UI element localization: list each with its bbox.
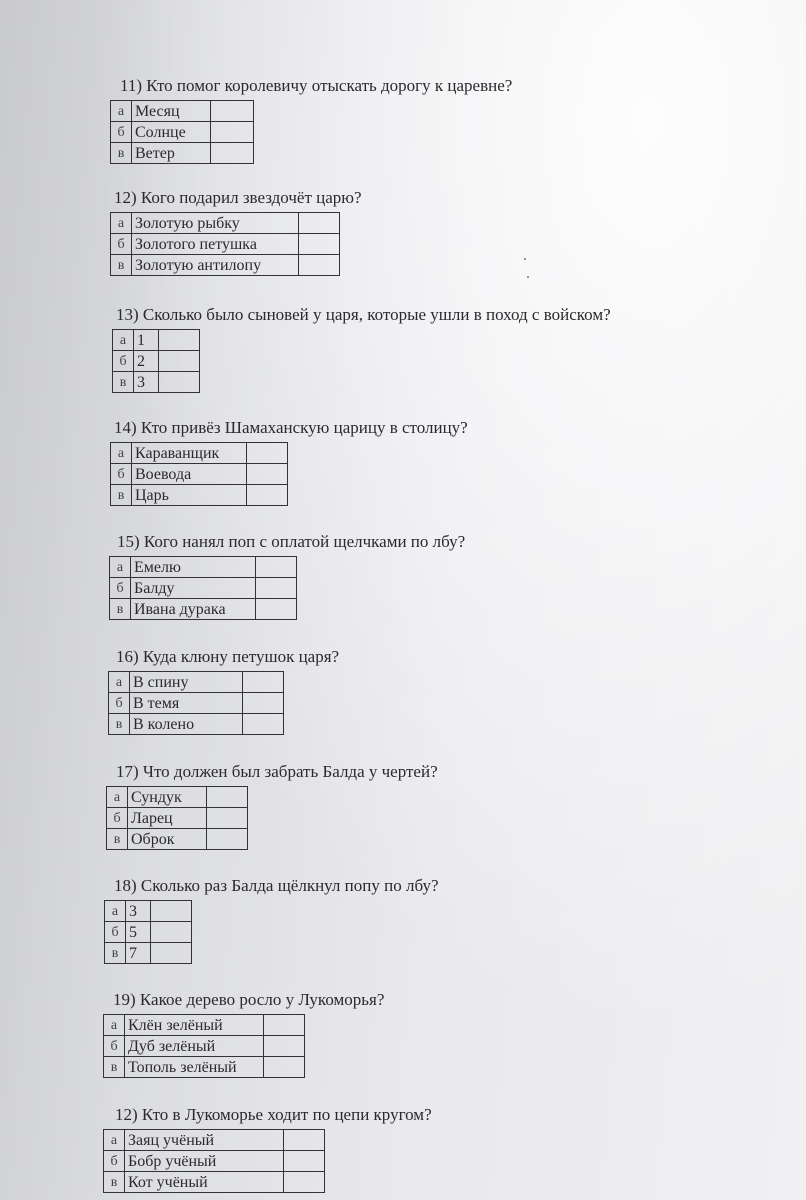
option-row [110, 578, 297, 599]
answer-cell[interactable] [284, 1130, 325, 1151]
question-title: 18) Сколько раз Балда щёлкнул попу по лбу? [114, 876, 439, 895]
question-20 [103, 1105, 432, 1193]
options-table [106, 786, 248, 850]
option-text: Золотого петушка [132, 234, 299, 255]
question-11 [110, 76, 512, 164]
option-text: Караванщик [132, 443, 247, 464]
options-table [104, 900, 192, 964]
option-row [111, 255, 340, 276]
option-row [107, 829, 248, 850]
option-text: Заяц учёный [125, 1130, 284, 1151]
option-text: 7 [126, 943, 151, 964]
option-letter: б [107, 808, 128, 829]
option-letter: в [107, 829, 128, 850]
option-text: В колено [130, 714, 243, 735]
option-letter: в [110, 599, 131, 620]
question-title: 11) Кто помог королевичу отыскать дорогу к царевне? [120, 76, 513, 95]
option-text: Сундук [128, 787, 207, 808]
option-row [104, 1057, 305, 1078]
option-letter: в [104, 1172, 125, 1193]
option-text: Месяц [132, 101, 211, 122]
answer-cell[interactable] [284, 1151, 325, 1172]
option-text: Ларец [128, 808, 207, 829]
option-row [109, 714, 284, 735]
option-text: 3 [134, 372, 159, 393]
answer-cell[interactable] [159, 330, 200, 351]
question-18 [104, 876, 439, 964]
answer-cell[interactable] [243, 672, 284, 693]
option-text: Оброк [128, 829, 207, 850]
option-text: 5 [126, 922, 151, 943]
answer-cell[interactable] [151, 901, 192, 922]
option-text: Золотую антилопу [132, 255, 299, 276]
option-row [104, 1151, 325, 1172]
options-table [103, 1014, 305, 1078]
answer-cell[interactable] [284, 1172, 325, 1193]
option-row [104, 1015, 305, 1036]
question-16 [108, 647, 339, 735]
paper-speck [527, 276, 529, 278]
answer-cell[interactable] [299, 213, 340, 234]
option-row [111, 443, 288, 464]
answer-cell[interactable] [207, 787, 248, 808]
option-letter: а [107, 787, 128, 808]
option-row [113, 372, 200, 393]
option-text: Кот учёный [125, 1172, 284, 1193]
option-row [109, 672, 284, 693]
question-title: 13) Сколько было сыновей у царя, которые ушли в поход с войском? [116, 305, 611, 324]
option-text: Дуб зелёный [125, 1036, 264, 1057]
option-letter: а [109, 672, 130, 693]
question-title: 16) Куда клюну петушок царя? [116, 647, 340, 666]
paper-speck [524, 258, 526, 260]
option-letter: б [110, 578, 131, 599]
answer-cell[interactable] [151, 943, 192, 964]
answer-cell[interactable] [299, 255, 340, 276]
options-table [110, 212, 340, 276]
option-letter: б [111, 122, 132, 143]
option-text: 3 [126, 901, 151, 922]
answer-cell[interactable] [256, 599, 297, 620]
answer-cell[interactable] [299, 234, 340, 255]
option-letter: а [111, 101, 132, 122]
option-text: Емелю [131, 557, 256, 578]
option-row [111, 234, 340, 255]
answer-cell[interactable] [256, 578, 297, 599]
option-row [109, 693, 284, 714]
answer-cell[interactable] [159, 351, 200, 372]
option-letter: в [104, 1057, 125, 1078]
option-letter: в [111, 255, 132, 276]
option-letter: б [111, 464, 132, 485]
option-row [107, 787, 248, 808]
options-table [110, 100, 254, 164]
answer-cell[interactable] [159, 372, 200, 393]
option-text: Бобр учёный [125, 1151, 284, 1172]
answer-cell[interactable] [243, 693, 284, 714]
option-row [111, 101, 254, 122]
options-table [112, 329, 200, 393]
answer-cell[interactable] [264, 1015, 305, 1036]
answer-cell[interactable] [211, 122, 254, 143]
option-text: 2 [134, 351, 159, 372]
option-row [105, 901, 192, 922]
question-15 [109, 532, 465, 620]
question-13 [112, 305, 611, 393]
answer-cell[interactable] [207, 829, 248, 850]
option-text: Царь [132, 485, 247, 506]
option-row [111, 485, 288, 506]
answer-cell[interactable] [247, 464, 288, 485]
option-text: Балду [131, 578, 256, 599]
option-letter: б [113, 351, 134, 372]
question-19 [103, 990, 384, 1078]
question-title: 14) Кто привёз Шамаханскую царицу в столицу? [114, 418, 468, 437]
option-text: Ивана дурака [131, 599, 256, 620]
answer-cell[interactable] [264, 1057, 305, 1078]
option-row [105, 943, 192, 964]
option-row [111, 213, 340, 234]
option-row [113, 330, 200, 351]
option-text: В темя [130, 693, 243, 714]
option-letter: а [105, 901, 126, 922]
question-title: 12) Кто в Лукоморье ходит по цепи кругом? [115, 1105, 432, 1124]
option-row [111, 143, 254, 164]
option-letter: а [111, 213, 132, 234]
option-row [113, 351, 200, 372]
options-table [108, 671, 284, 735]
option-text: Клён зелёный [125, 1015, 264, 1036]
question-14 [110, 418, 468, 506]
option-text: Тополь зелёный [125, 1057, 264, 1078]
option-text: 1 [134, 330, 159, 351]
question-17 [106, 762, 438, 850]
question-title: 12) Кого подарил звездочёт царю? [114, 188, 362, 207]
options-table [109, 556, 297, 620]
options-table [103, 1129, 325, 1193]
question-title: 15) Кого нанял поп с оплатой щелчками по лбу? [117, 532, 466, 551]
options-table [110, 442, 288, 506]
option-row [104, 1172, 325, 1193]
option-letter: в [113, 372, 134, 393]
option-text: Золотую рыбку [132, 213, 299, 234]
answer-cell[interactable] [243, 714, 284, 735]
option-row [104, 1036, 305, 1057]
question-12 [110, 188, 362, 276]
option-letter: а [110, 557, 131, 578]
question-title: 19) Какое дерево росло у Лукоморья? [113, 990, 385, 1009]
option-letter: б [111, 234, 132, 255]
answer-cell[interactable] [264, 1036, 305, 1057]
answer-cell[interactable] [247, 485, 288, 506]
option-text: Воевода [132, 464, 247, 485]
answer-cell[interactable] [211, 143, 254, 164]
option-row [105, 922, 192, 943]
answer-cell[interactable] [207, 808, 248, 829]
answer-cell[interactable] [256, 557, 297, 578]
option-text: Солнце [132, 122, 211, 143]
option-letter: в [109, 714, 130, 735]
option-row [107, 808, 248, 829]
option-letter: а [104, 1130, 125, 1151]
option-letter: а [111, 443, 132, 464]
option-letter: б [109, 693, 130, 714]
option-row [111, 464, 288, 485]
option-text: Ветер [132, 143, 211, 164]
option-letter: в [111, 143, 132, 164]
option-letter: а [113, 330, 134, 351]
question-title: 17) Что должен был забрать Балда у чертей? [116, 762, 438, 781]
option-letter: в [111, 485, 132, 506]
option-text: В спину [130, 672, 243, 693]
answer-cell[interactable] [247, 443, 288, 464]
option-row [110, 599, 297, 620]
option-letter: б [104, 1151, 125, 1172]
option-letter: б [105, 922, 126, 943]
option-letter: а [104, 1015, 125, 1036]
option-row [111, 122, 254, 143]
answer-cell[interactable] [151, 922, 192, 943]
option-letter: в [105, 943, 126, 964]
option-row [110, 557, 297, 578]
answer-cell[interactable] [211, 101, 254, 122]
option-letter: б [104, 1036, 125, 1057]
option-row [104, 1130, 325, 1151]
